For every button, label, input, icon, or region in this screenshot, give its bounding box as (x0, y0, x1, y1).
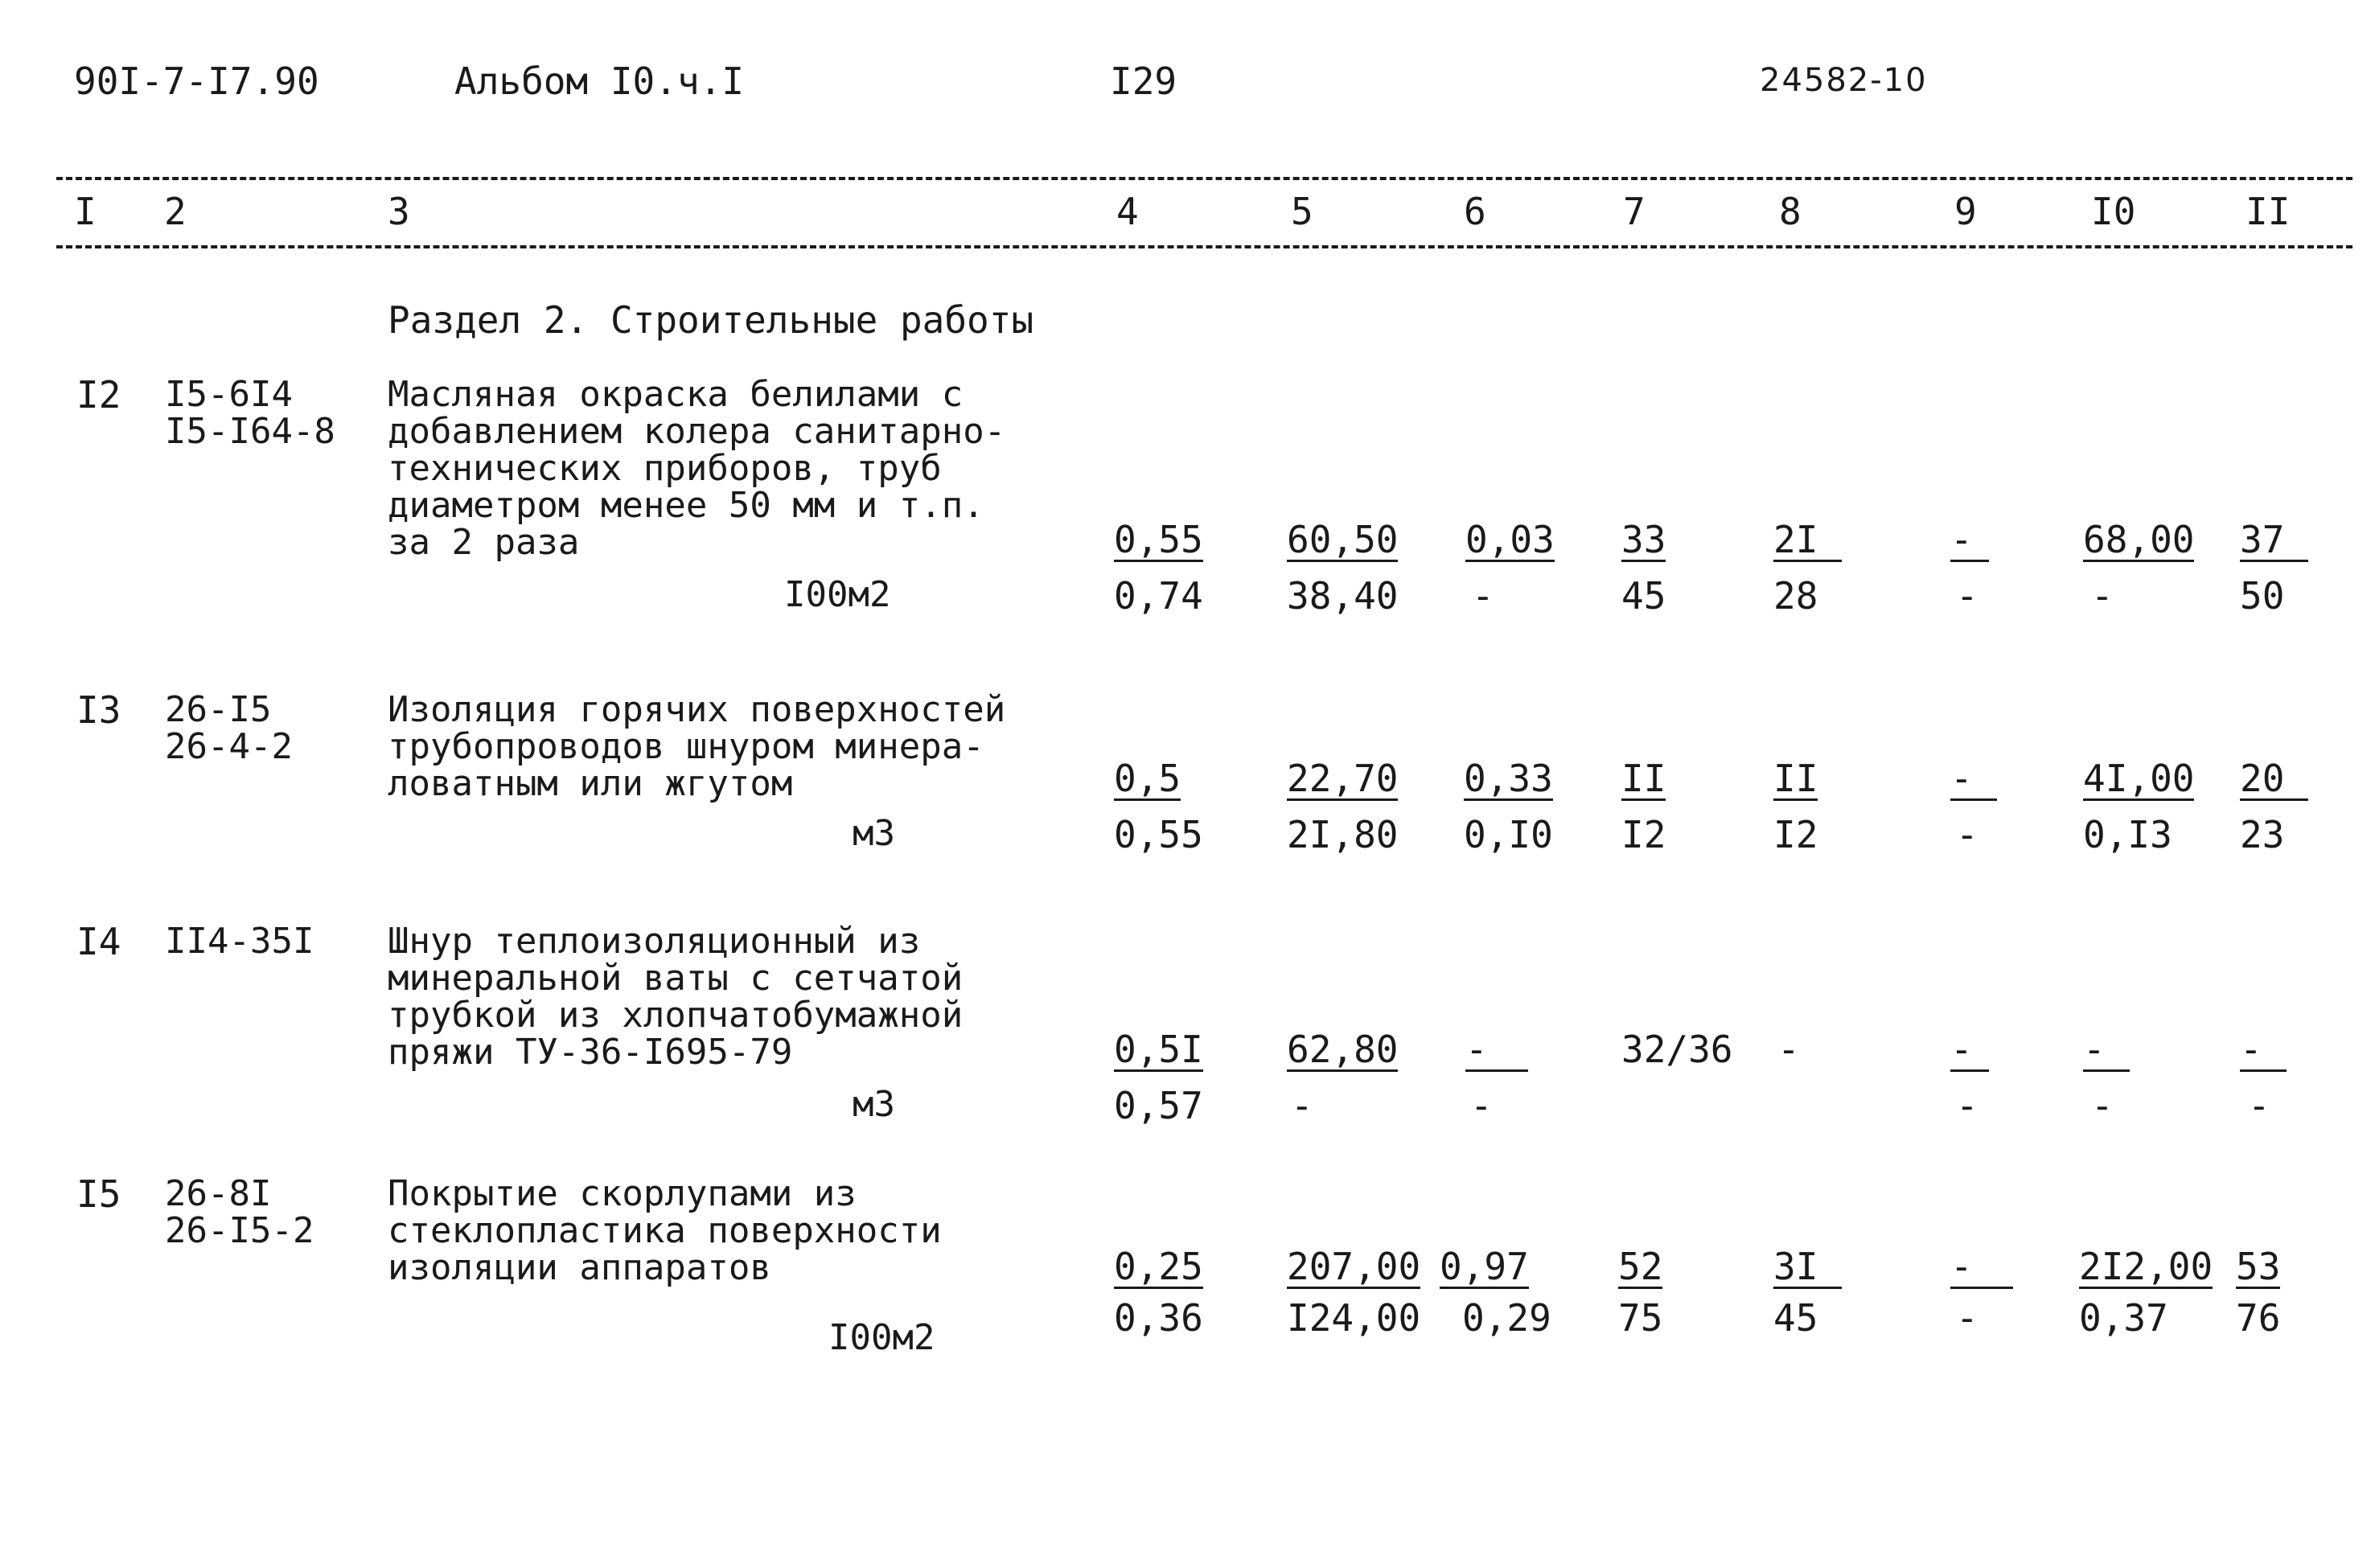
album-label: Альбом I0.ч.I (454, 60, 745, 103)
cell-bottom: 75 (1618, 1296, 1663, 1340)
column-number: 8 (1779, 190, 1802, 233)
cell-top: 37 (2240, 521, 2308, 562)
cell-bottom: - (1956, 813, 1978, 856)
cell-bottom: I24,00 (1287, 1296, 1421, 1340)
cell-top: - (1465, 1031, 1528, 1072)
cell-bottom: - (2091, 1084, 2114, 1127)
cell-bottom: 38,40 (1287, 574, 1399, 618)
cell-bottom: - (1956, 1084, 1978, 1127)
row-description: минеральной ваты с сетчатой (388, 958, 964, 999)
row-number: I4 (76, 920, 121, 963)
column-number: I (74, 190, 97, 233)
cell-top: 0,5I (1114, 1028, 1203, 1071)
cell-bottom: 0,55 (1114, 813, 1203, 856)
row-code: 26-4-2 (165, 726, 293, 767)
row-description: диаметром менее 50 мм и т.п. (388, 485, 984, 526)
cell-bottom: - (2248, 1084, 2270, 1127)
cell-top: 0,33 (1464, 757, 1553, 800)
cell-top: - (2083, 1031, 2130, 1072)
cell-bottom: 2I,80 (1287, 813, 1399, 856)
row-code: I5-I64-8 (165, 411, 335, 452)
cell-top: - (1950, 760, 1997, 801)
cell-bottom: 45 (1621, 574, 1666, 618)
row-description: пряжи ТУ-36-I695-79 (388, 1032, 793, 1073)
header-rule-top (56, 177, 2352, 180)
row-description: Покрытие скорлупами из (388, 1173, 857, 1214)
cell-bottom: 0,36 (1114, 1296, 1203, 1340)
row-description: трубопроводов шнуром минера- (388, 726, 984, 767)
column-number: 4 (1116, 190, 1139, 233)
cell-bottom: 0,I0 (1464, 813, 1553, 856)
row-description: ловатным или жгутом (388, 763, 793, 804)
row-description: трубкой из хлопчатобумажной (388, 995, 964, 1036)
row-number: I3 (76, 688, 121, 732)
cell-top: 52 (1618, 1245, 1663, 1288)
cell-top: 0,25 (1114, 1245, 1203, 1288)
cell-bottom: - (2091, 574, 2114, 618)
column-number: 3 (388, 190, 410, 233)
cell-bottom: 45 (1773, 1296, 1818, 1340)
column-number: 2 (164, 190, 187, 233)
row-number: I2 (76, 373, 121, 417)
row-unit: м3 (853, 813, 895, 854)
cell-bottom: - (1956, 1296, 1978, 1340)
cell-top: 68,00 (2083, 518, 2195, 561)
row-description: Изоляция горячих поверхностей (388, 689, 1006, 730)
cell-bottom: 50 (2240, 574, 2285, 618)
cell-top: II (1773, 757, 1818, 800)
cell-top: 0,5 (1114, 757, 1181, 800)
column-number: 9 (1954, 190, 1977, 233)
cell-bottom: 28 (1773, 574, 1818, 618)
cell-bottom: - (1291, 1084, 1313, 1127)
column-number: I0 (2091, 190, 2136, 233)
cell-top: 33 (1621, 518, 1666, 561)
cell-top: 0,03 (1465, 518, 1555, 561)
cell-top: 20 (2240, 760, 2308, 801)
row-description: за 2 раза (388, 522, 580, 563)
header-rule-bottom (56, 245, 2352, 248)
cell-top: 3I (1773, 1248, 1842, 1289)
row-code: II4-35I (165, 921, 314, 962)
cell-top: - (1777, 1028, 1800, 1071)
column-number: 7 (1623, 190, 1646, 233)
cell-top: 32/36 (1621, 1028, 1733, 1071)
cell-top: - (1950, 1031, 1989, 1072)
column-number: 6 (1464, 190, 1486, 233)
row-code: 26-8I (165, 1173, 272, 1214)
cell-bottom: - (1472, 574, 1494, 618)
cell-top: 2I2,00 (2079, 1245, 2213, 1288)
cell-top: 22,70 (1287, 757, 1399, 800)
row-description: изоляции аппаратов (388, 1247, 771, 1288)
page-number: I29 (1110, 60, 1177, 103)
row-description: технических приборов, труб (388, 448, 942, 489)
cell-top: 0,55 (1114, 518, 1203, 561)
row-unit: м3 (853, 1084, 895, 1125)
column-number: II (2246, 190, 2291, 233)
document-code: 90I-7-I7.90 (74, 60, 319, 103)
row-code: 26-I5 (165, 689, 272, 730)
cell-bottom: I2 (1621, 813, 1666, 856)
cell-top: 60,50 (1287, 518, 1399, 561)
cell-top: 0,97 (1440, 1245, 1529, 1288)
cell-bottom: I2 (1773, 813, 1818, 856)
cell-bottom: 0,I3 (2083, 813, 2172, 856)
row-unit: I00м2 (784, 574, 891, 615)
cell-bottom: 0,29 (1462, 1296, 1551, 1340)
row-unit: I00м2 (828, 1317, 935, 1358)
cell-top: 2I (1773, 521, 1842, 562)
cell-bottom: 0,57 (1114, 1084, 1203, 1127)
cell-top: - (1950, 1248, 2013, 1289)
row-description: Шнур теплоизоляционный из (388, 921, 921, 962)
cell-top: 53 (2236, 1245, 2281, 1288)
cell-bottom: - (1470, 1084, 1493, 1127)
cell-top: 62,80 (1287, 1028, 1399, 1071)
row-description: Масляная окраска белилами с (388, 374, 964, 415)
cell-bottom: 0,74 (1114, 574, 1203, 618)
cell-bottom: - (1956, 574, 1978, 618)
cell-bottom: 0,37 (2079, 1296, 2168, 1340)
row-description: стеклопластика поверхности (388, 1210, 942, 1251)
cell-top: II (1621, 757, 1666, 800)
cell-bottom: 76 (2236, 1296, 2281, 1340)
sheet-stamp: 24582-10 (1760, 62, 1928, 99)
column-number: 5 (1291, 190, 1313, 233)
row-code: 26-I5-2 (165, 1210, 314, 1251)
cell-top: 207,00 (1287, 1245, 1421, 1288)
row-number: I5 (76, 1172, 121, 1216)
cell-top: - (2240, 1031, 2287, 1072)
cell-top: 4I,00 (2083, 757, 2195, 800)
section-title: Раздел 2. Строительные работы (388, 298, 1034, 342)
row-description: добавлением колера санитарно- (388, 411, 1006, 452)
cell-top: - (1950, 521, 1989, 562)
cell-bottom: 23 (2240, 813, 2285, 856)
row-code: I5-6I4 (165, 374, 293, 415)
